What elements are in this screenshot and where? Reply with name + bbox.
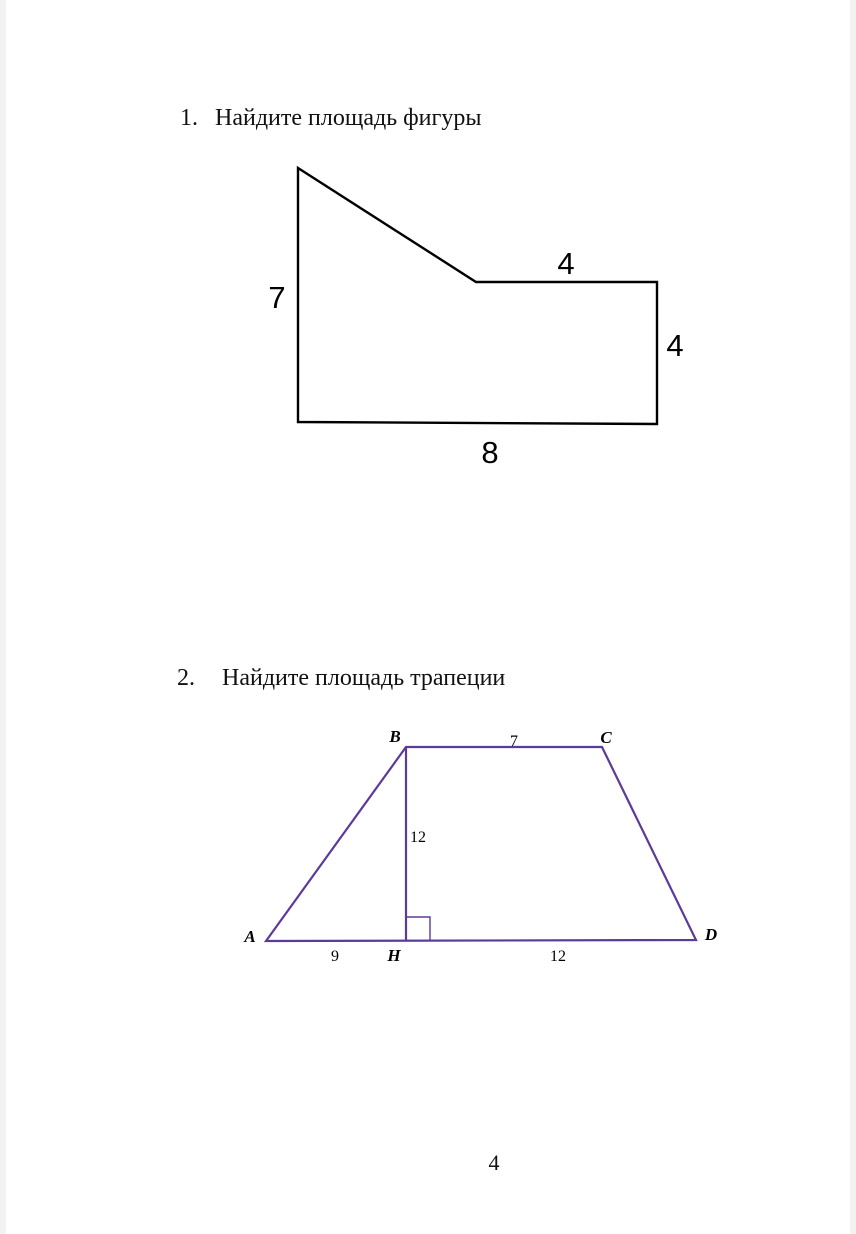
height-length: 12 xyxy=(410,829,426,846)
segment-hd-length: 12 xyxy=(550,948,566,965)
problem-2-number: 2. xyxy=(177,665,195,691)
foot-h-label: H xyxy=(387,946,401,965)
segment-ah-length: 9 xyxy=(331,948,339,965)
right-angle-marker xyxy=(406,917,430,941)
figure-2 xyxy=(243,727,717,965)
vertex-d-label: D xyxy=(704,925,718,944)
problem-2-heading xyxy=(177,664,505,692)
vertex-c-label: C xyxy=(600,728,612,747)
figure-1 xyxy=(268,168,683,470)
figure-1-label-top: 4 xyxy=(557,246,575,281)
vertex-a-label: A xyxy=(244,927,256,946)
problem-1-text: Найдите площадь фигуры xyxy=(215,105,482,131)
problem-1-number: 1. xyxy=(180,105,198,131)
figure-1-outline xyxy=(298,168,657,424)
figure-1-label-left: 7 xyxy=(268,280,286,315)
top-base-length: 7 xyxy=(510,733,518,750)
vertex-b-label: B xyxy=(389,727,401,746)
problem-2-text: Найдите площадь трапеции xyxy=(222,665,506,691)
figure-1-label-bottom: 8 xyxy=(481,435,499,470)
page-number: 4 xyxy=(488,1150,500,1175)
figure-1-label-right: 4 xyxy=(666,328,684,363)
trapezoid-outline xyxy=(266,747,696,941)
